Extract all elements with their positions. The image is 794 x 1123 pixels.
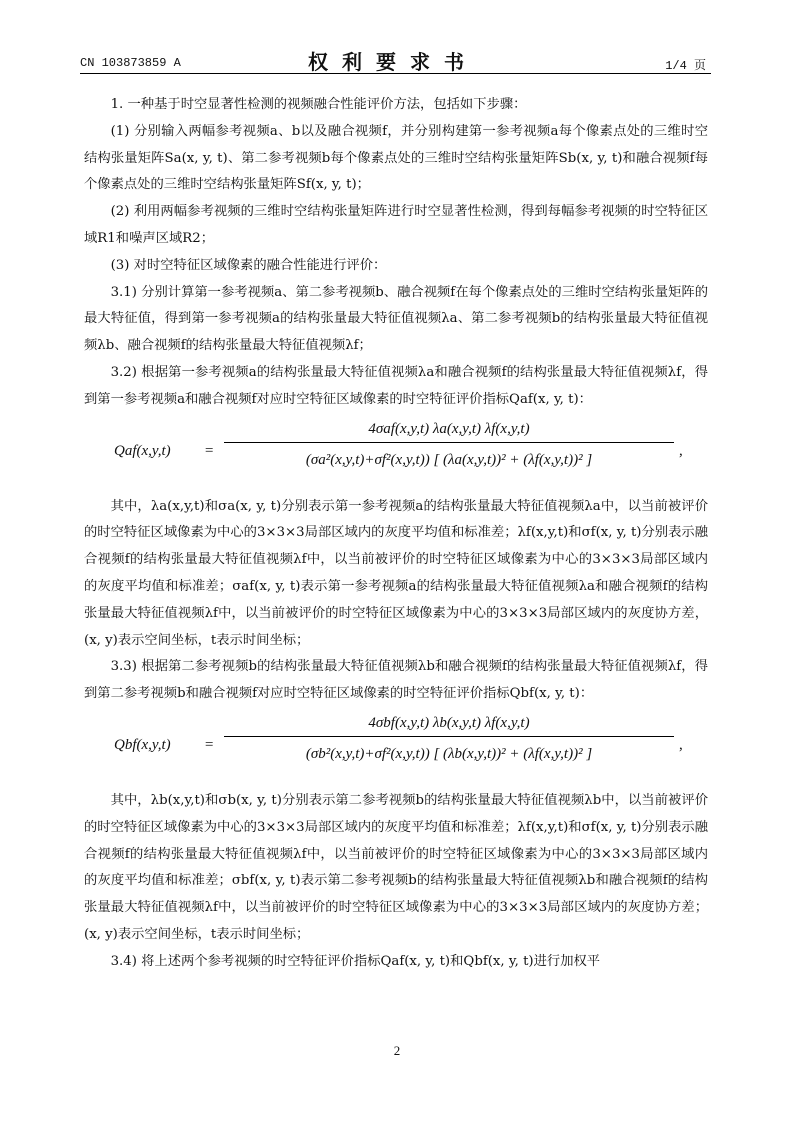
formula-denominator: (σb²(x,y,t)+σf²(x,y,t)) [ (λb(x,y,t))² + (λf(x,y,t))² ]	[305, 745, 593, 762]
formula-fraction	[224, 710, 674, 771]
claim-paragraph: 其中，λa(x,y,t)和σa(x, y, t)分别表示第一参考视频a的结构张量最大特征值视频λa中，以当前被评价的时空特征区域像素为中心的3×3×3局部区域内的灰度平均值和标准差；λf(x,y,t)和σf(x, y, t)分别表示融合视频f的结构张量最大特征值视频λf中，以当前被评价的时空特征区域像素为中心的3×3×3局部区域内的灰度平均值和标准差；σaf(x, y, t)表示第一参考视频a的结构张量最大特征值视频λa和融合视频f的结构张量最大特征值视频λf中，以当前被评价的时空特征区域像素为中心的3×3×3局部区域内的灰度协方差，(x, y)表示空间坐标，t表示时间坐标；	[84, 498, 708, 648]
formula-numerator: 4σbf(x,y,t) λb(x,y,t) λf(x,y,t)	[368, 714, 530, 731]
claim-paragraph: 3.1) 分别计算第一参考视频a、第二参考视频b、融合视频f在每个像素点处的三维时空结构张量矩阵的最大特征值，得到第一参考视频a的结构张量最大特征值视频λa、第二参考视频b的结构张量最大特征值视频λb、融合视频f的结构张量最大特征值视频λf；	[84, 284, 708, 354]
publication-number: CN 103873859 A	[80, 56, 181, 70]
fraction-bar	[224, 736, 674, 737]
formula-comma: ,	[679, 442, 683, 459]
claim-paragraph: (2) 利用两幅参考视频的三维时空结构张量矩阵进行时空显著性检测，得到每幅参考视频的时空特征区域R1和噪声区域R2；	[84, 204, 708, 246]
formula-qbf	[114, 710, 708, 782]
formula-numerator: 4σaf(x,y,t) λa(x,y,t) λf(x,y,t)	[368, 420, 530, 437]
formula-lhs: Qbf(x,y,t)	[114, 736, 171, 753]
formula-denominator: (σa²(x,y,t)+σf²(x,y,t)) [ (λa(x,y,t))² + (λf(x,y,t))² ]	[305, 451, 593, 468]
equals-sign: =	[204, 736, 215, 753]
page-header	[80, 46, 706, 72]
formula-fraction	[224, 416, 674, 477]
formula-qaf	[114, 416, 708, 488]
claim-paragraph: 3.3) 根据第二参考视频b的结构张量最大特征值视频λb和融合视频f的结构张量最大特征值视频λf，得到第二参考视频b和融合视频f对应时空特征区域像素的时空特征评价指标Qbf(x, y, t)：	[84, 659, 708, 702]
section-title: 权利要求书	[308, 50, 478, 74]
page-number: 2	[393, 1043, 401, 1058]
page-indicator: 1/4 页	[665, 59, 706, 73]
equals-sign: =	[204, 442, 215, 459]
claim-paragraph: 其中，λb(x,y,t)和σb(x, y, t)分别表示第二参考视频b的结构张量最大特征值视频λb中，以当前被评价的时空特征区域像素为中心的3×3×3局部区域内的灰度平均值和标准差；λf(x,y,t)和σf(x, y, t)分别表示融合视频f的结构张量最大特征值视频λf中，以当前被评价的时空特征区域像素为中心的3×3×3局部区域内的灰度平均值和标准差；σbf(x, y, t)表示第二参考视频b的结构张量最大特征值视频λb和融合视频f的结构张量最大特征值视频λf中，以当前被评价的时空特征区域像素为中心的3×3×3局部区域内的灰度协方差；(x, y)表示空间坐标，t表示时间坐标；	[84, 792, 708, 942]
claim-paragraph: (1) 分别输入两幅参考视频a、b以及融合视频f，并分别构建第一参考视频a每个像素点处的三维时空结构张量矩阵Sa(x, y, t)、第二参考视频b每个像素点处的三维时空结构张量矩阵Sb(x, y, t)和融合视频f每个像素点处的三维时空结构张量矩阵Sf(x, y, t)；	[84, 123, 708, 193]
claim-paragraph: 3.4) 将上述两个参考视频的时空特征评价指标Qaf(x, y, t)和Qbf(x, y, t)进行加权平	[110, 953, 601, 969]
claim-paragraph: 3.2) 根据第一参考视频a的结构张量最大特征值视频λa和融合视频f的结构张量最大特征值视频λf，得到第一参考视频a和融合视频f对应时空特征区域像素的时空特征评价指标Qaf(x, y, t)：	[84, 364, 708, 407]
header-rule	[80, 73, 711, 74]
formula-comma: ,	[679, 736, 683, 753]
claims-body	[84, 92, 708, 976]
fraction-bar	[224, 442, 674, 443]
claim-paragraph: 1. 一种基于时空显著性检测的视频融合性能评价方法，包括如下步骤：	[110, 97, 527, 112]
formula-lhs: Qaf(x,y,t)	[114, 442, 171, 459]
claim-paragraph: (3) 对时空特征区域像素的融合性能进行评价：	[110, 257, 387, 273]
